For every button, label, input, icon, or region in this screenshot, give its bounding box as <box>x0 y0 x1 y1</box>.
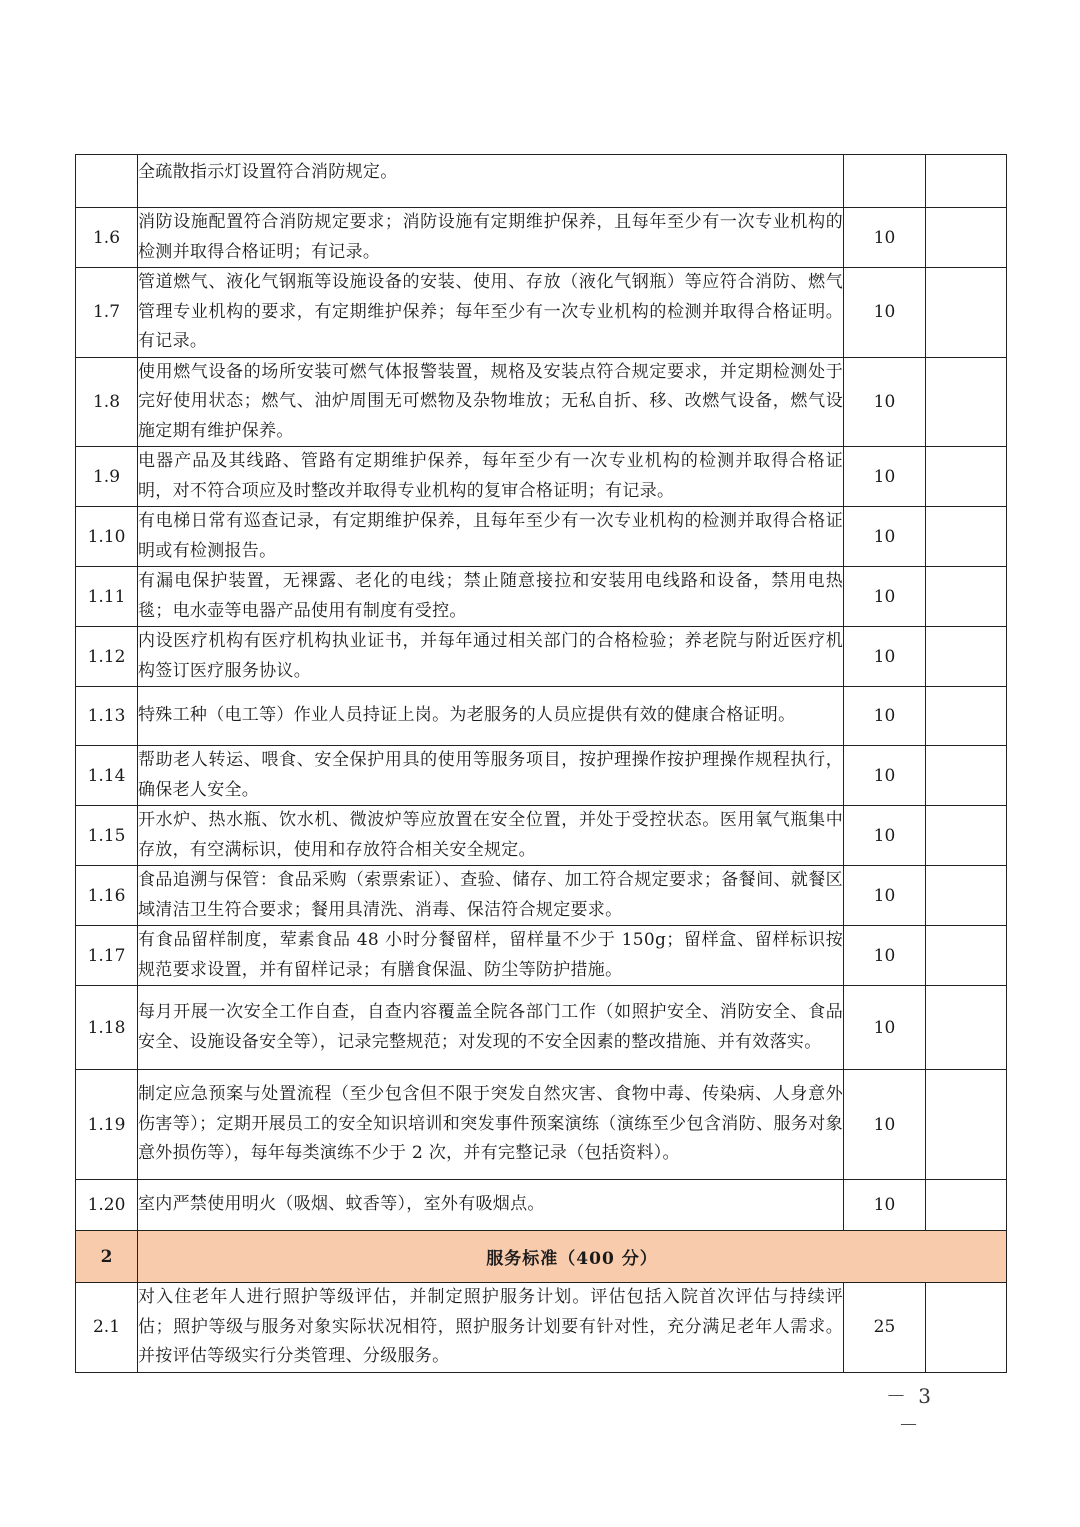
table-row <box>76 155 1007 208</box>
table-row <box>76 1180 1007 1231</box>
table-row <box>76 357 1007 447</box>
item-number: 1.19 <box>76 1070 138 1180</box>
item-score: 10 <box>844 567 926 627</box>
item-score: 10 <box>844 507 926 567</box>
item-score: 25 <box>844 1283 926 1373</box>
item-number: 1.16 <box>76 866 138 926</box>
section-title: 服务标准（400 分） <box>138 1231 1007 1283</box>
item-text: 帮助老人转运、喂食、安全保护用具的使用等服务项目，按护理操作按护理操作规程执行，确保老人安全。 <box>138 746 844 806</box>
item-text: 特殊工种（电工等）作业人员持证上岗。为老服务的人员应提供有效的健康合格证明。 <box>138 687 844 746</box>
blank-cell <box>926 507 1007 567</box>
item-text: 食品追溯与保管：食品采购（索票索证）、查验、储存、加工符合规定要求；备餐间、就餐区域清洁卫生符合要求；餐用具清洗、消毒、保洁符合规定要求。 <box>138 866 844 926</box>
item-score: 10 <box>844 357 926 447</box>
item-text: 每月开展一次安全工作自查，自查内容覆盖全院各部门工作（如照护安全、消防安全、食品安全、设施设备安全等），记录完整规范；对发现的不安全因素的整改措施、并有效落实。 <box>138 986 844 1070</box>
item-text: 有电梯日常有巡查记录，有定期维护保养，且每年至少有一次专业机构的检测并取得合格证明或有检测报告。 <box>138 507 844 567</box>
table-row <box>76 208 1007 268</box>
item-number: 1.6 <box>76 208 138 268</box>
blank-cell <box>926 155 1007 208</box>
table-row <box>76 1070 1007 1180</box>
item-text: 有漏电保护装置，无裸露、老化的电线；禁止随意接拉和安装用电线路和设备，禁用电热毯；电水壶等电器产品使用有制度有受控。 <box>138 567 844 627</box>
item-score: 10 <box>844 208 926 268</box>
page-number: － 3 － <box>885 1384 935 1437</box>
item-score: 10 <box>844 447 926 507</box>
blank-cell <box>926 268 1007 358</box>
table-row <box>76 447 1007 507</box>
item-score <box>844 155 926 208</box>
blank-cell <box>926 746 1007 806</box>
item-text: 有食品留样制度，荤素食品 48 小时分餐留样，留样量不少于 150g；留样盒、留样标识按规范要求设置，并有留样记录；有膳食保温、防尘等防护措施。 <box>138 926 844 986</box>
blank-cell <box>926 687 1007 746</box>
standards-table <box>75 154 1007 1373</box>
item-number <box>76 155 138 208</box>
item-score: 10 <box>844 1070 926 1180</box>
item-number: 1.7 <box>76 268 138 358</box>
table-row <box>76 567 1007 627</box>
table-row <box>76 687 1007 746</box>
item-score: 10 <box>844 986 926 1070</box>
item-number: 1.13 <box>76 687 138 746</box>
item-number: 1.18 <box>76 986 138 1070</box>
item-number: 1.12 <box>76 627 138 687</box>
item-number: 1.20 <box>76 1180 138 1231</box>
item-text: 制定应急预案与处置流程（至少包含但不限于突发自然灾害、食物中毒、传染病、人身意外伤害等）；定期开展员工的安全知识培训和突发事件预案演练（演练至少包含消防、服务对象意外损伤等），每年每类演练不少于 2 次，并有完整记录（包括资料）。 <box>138 1070 844 1180</box>
item-score: 10 <box>844 627 926 687</box>
item-score: 10 <box>844 746 926 806</box>
table-row <box>76 746 1007 806</box>
item-score: 10 <box>844 866 926 926</box>
blank-cell <box>926 986 1007 1070</box>
item-text: 消防设施配置符合消防规定要求；消防设施有定期维护保养，且每年至少有一次专业机构的检测并取得合格证明；有记录。 <box>138 208 844 268</box>
table-row <box>76 507 1007 567</box>
item-text: 内设医疗机构有医疗机构执业证书，并每年通过相关部门的合格检验；养老院与附近医疗机构签订医疗服务协议。 <box>138 627 844 687</box>
blank-cell <box>926 806 1007 866</box>
table-row <box>76 866 1007 926</box>
item-score: 10 <box>844 268 926 358</box>
table-row <box>76 627 1007 687</box>
table-row <box>76 268 1007 358</box>
blank-cell <box>926 1283 1007 1373</box>
blank-cell <box>926 447 1007 507</box>
section-row <box>76 1231 1007 1283</box>
table-row <box>76 1283 1007 1373</box>
item-score: 10 <box>844 687 926 746</box>
table-row <box>76 986 1007 1070</box>
item-number: 1.9 <box>76 447 138 507</box>
table-row <box>76 926 1007 986</box>
item-number: 1.11 <box>76 567 138 627</box>
item-score: 10 <box>844 806 926 866</box>
item-text: 管道燃气、液化气钢瓶等设施设备的安装、使用、存放（液化气钢瓶）等应符合消防、燃气管理专业机构的要求，有定期维护保养；每年至少有一次专业机构的检测并取得合格证明。有记录。 <box>138 268 844 358</box>
item-text: 电器产品及其线路、管路有定期维护保养，每年至少有一次专业机构的检测并取得合格证明，对不符合项应及时整改并取得专业机构的复审合格证明；有记录。 <box>138 447 844 507</box>
blank-cell <box>926 567 1007 627</box>
blank-cell <box>926 627 1007 687</box>
item-text: 室内严禁使用明火（吸烟、蚊香等），室外有吸烟点。 <box>138 1180 844 1231</box>
item-number: 1.10 <box>76 507 138 567</box>
blank-cell <box>926 1070 1007 1180</box>
blank-cell <box>926 357 1007 447</box>
item-number: 1.17 <box>76 926 138 986</box>
item-number: 1.8 <box>76 357 138 447</box>
blank-cell <box>926 926 1007 986</box>
item-number: 2.1 <box>76 1283 138 1373</box>
blank-cell <box>926 866 1007 926</box>
item-text: 开水炉、热水瓶、饮水机、微波炉等应放置在安全位置，并处于受控状态。医用氧气瓶集中存放，有空满标识，使用和存放符合相关安全规定。 <box>138 806 844 866</box>
item-text: 使用燃气设备的场所安装可燃气体报警装置，规格及安装点符合规定要求，并定期检测处于完好使用状态；燃气、油炉周围无可燃物及杂物堆放；无私自折、移、改燃气设备，燃气设施定期有维护保养。 <box>138 357 844 447</box>
blank-cell <box>926 1180 1007 1231</box>
item-text: 对入住老年人进行照护等级评估，并制定照护服务计划。评估包括入院首次评估与持续评估；照护等级与服务对象实际状况相符，照护服务计划要有针对性，充分满足老年人需求。并按评估等级实行分类管理、分级服务。 <box>138 1283 844 1373</box>
item-text: 全疏散指示灯设置符合消防规定。 <box>138 155 844 208</box>
table-row <box>76 806 1007 866</box>
item-number: 1.15 <box>76 806 138 866</box>
item-number: 1.14 <box>76 746 138 806</box>
item-score: 10 <box>844 926 926 986</box>
item-score: 10 <box>844 1180 926 1231</box>
blank-cell <box>926 208 1007 268</box>
section-number: 2 <box>76 1231 138 1283</box>
